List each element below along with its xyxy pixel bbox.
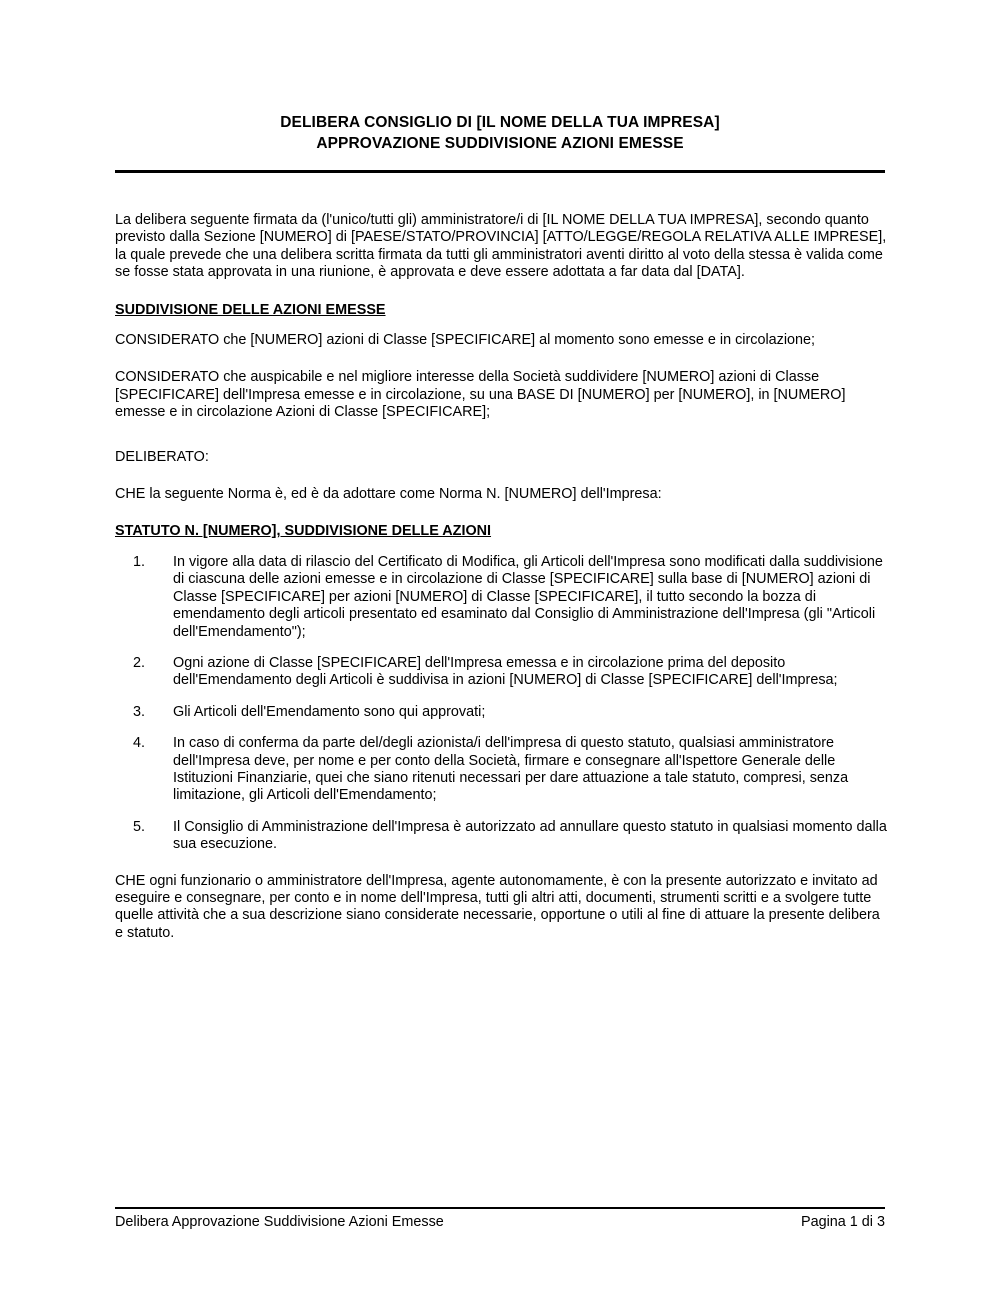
title-line-1: DELIBERA CONSIGLIO DI [IL NOME DELLA TUA IMPRESA] (280, 114, 720, 131)
section-heading-suddivisione-azioni-emesse: SUDDIVISIONE DELLE AZIONI EMESSE (115, 301, 386, 318)
list-item-marker: 5. (133, 818, 146, 835)
list-item-text: In caso di conferma da parte del/degli azionista/i dell'impresa di questo statuto, qualsiasi amministratore dell'Impresa deve, per nome e per conto della Società, firmare e consegnare all'Ispettore Generale delle Istituzioni Finanziarie, quei che siano ritenuti necessari per dare attuazione a tale statuto, compresi, senza limitazione, gli Articoli dell'Emendamento; (173, 735, 849, 804)
list-item (115, 735, 887, 805)
statuto-numbered-list (115, 554, 887, 854)
list-item (115, 554, 887, 641)
document-title-block (115, 112, 885, 154)
list-item-marker: 2. (133, 654, 146, 671)
spacer (115, 295, 887, 302)
document-body (115, 212, 887, 955)
list-item-marker: 4. (133, 735, 146, 752)
spacer (115, 479, 887, 486)
list-item-text: In vigore alla data di rilascio del Certificato di Modifica, gli Articoli dell'Impresa sono modificati dalla suddivisione di ciascuna delle azioni emesse e in circolazione di Classe [SPECIFICARE] sulla base di [NUMERO] azioni di Classe [SPECIFICARE] per azioni [NUMERO] di Classe [SPECIFICARE], il tutto secondo la bozza di emendamento degli articoli presentato ed esaminato dal Consiglio di Amministrazione dell'Impresa (gli "Articoli dell'Emendamento"); (173, 553, 883, 640)
spacer (115, 516, 887, 523)
list-item-text: Il Consiglio di Amministrazione dell'Impresa è autorizzato ad annullare questo statuto in qualsiasi momento dalla sua esecuzione. (173, 818, 887, 853)
intro-paragraph: La delibera seguente firmata da (l'unico/tutti gli) amministratore/i di [IL NOME DELLA TUA IMPRESA], secondo quanto previsto dalla Sezione [NUMERO] di [PAESE/STATO/PROVINCIA] [ATTO/LEGGE/REGOLA RELATIVA ALLE IMPRESE], la quale prevede che una delibera scritta firmata da tutti gli amministratori aventi diritto al voto della stessa è valida come se fosse stata approvata in una riunione, è approvata e deve essere adottata a far data dal [DATA]. (115, 212, 887, 281)
spacer (115, 435, 887, 449)
list-item-marker: 3. (133, 703, 146, 720)
footer-document-name: Delibera Approvazione Suddivisione Azioni Emesse (115, 1214, 444, 1230)
list-item (115, 819, 887, 854)
list-item-text: Ogni azione di Classe [SPECIFICARE] dell'Impresa emessa e in circolazione prima del deposito dell'Emendamento degli Articoli è suddivisa in azioni [NUMERO] di Classe [SPECIFICARE] dell'Impresa; (173, 654, 838, 689)
title-divider (115, 170, 885, 173)
list-item (115, 655, 887, 690)
title-line-2: APPROVAZIONE SUDDIVISIONE AZIONI EMESSE (316, 135, 684, 152)
list-item-text: Gli Articoli dell'Emendamento sono qui approvati; (173, 703, 486, 720)
footer-divider (115, 1207, 885, 1209)
che-norma-paragraph: CHE la seguente Norma è, ed è da adottare come Norma N. [NUMERO] dell'Impresa: (115, 486, 662, 503)
deliberato-label: DELIBERATO: (115, 448, 209, 465)
considerato-paragraph-1: CONSIDERATO che [NUMERO] azioni di Classe [SPECIFICARE] al momento sono emesse e in circolazione; (115, 332, 816, 349)
considerato-paragraph-2: CONSIDERATO che auspicabile e nel migliore interesse della Società suddividere [NUMERO] azioni di Classe [SPECIFICARE] dell'Impresa emesse e in circolazione, su una BASE DI [NUMERO] per [NUMERO], in [NUMERO] emesse e in circolazione Azioni di Classe [SPECIFICARE]; (115, 369, 846, 421)
page-title (115, 112, 885, 154)
list-item (115, 704, 887, 721)
list-item-marker: 1. (133, 553, 146, 570)
footer-page-number: Pagina 1 di 3 (800, 1214, 885, 1230)
section-heading-statuto-suddivisione-azioni: STATUTO N. [NUMERO], SUDDIVISIONE DELLE AZIONI (115, 523, 492, 540)
closing-paragraph: CHE ogni funzionario o amministratore dell'Impresa, agente autonomamente, è con la presente autorizzato e invitato ad eseguire e consegnare, per conto e in nome dell'Impresa, tutti gli altri atti, documenti, strumenti scritti e a svolgere tutte quelle attività che a sua descrizione siano considerate necessarie, opportune o utili al fine di attuare la presente delibera e statuto. (115, 872, 880, 941)
page-footer (115, 1213, 885, 1231)
spacer (115, 362, 887, 369)
spacer (115, 859, 887, 873)
